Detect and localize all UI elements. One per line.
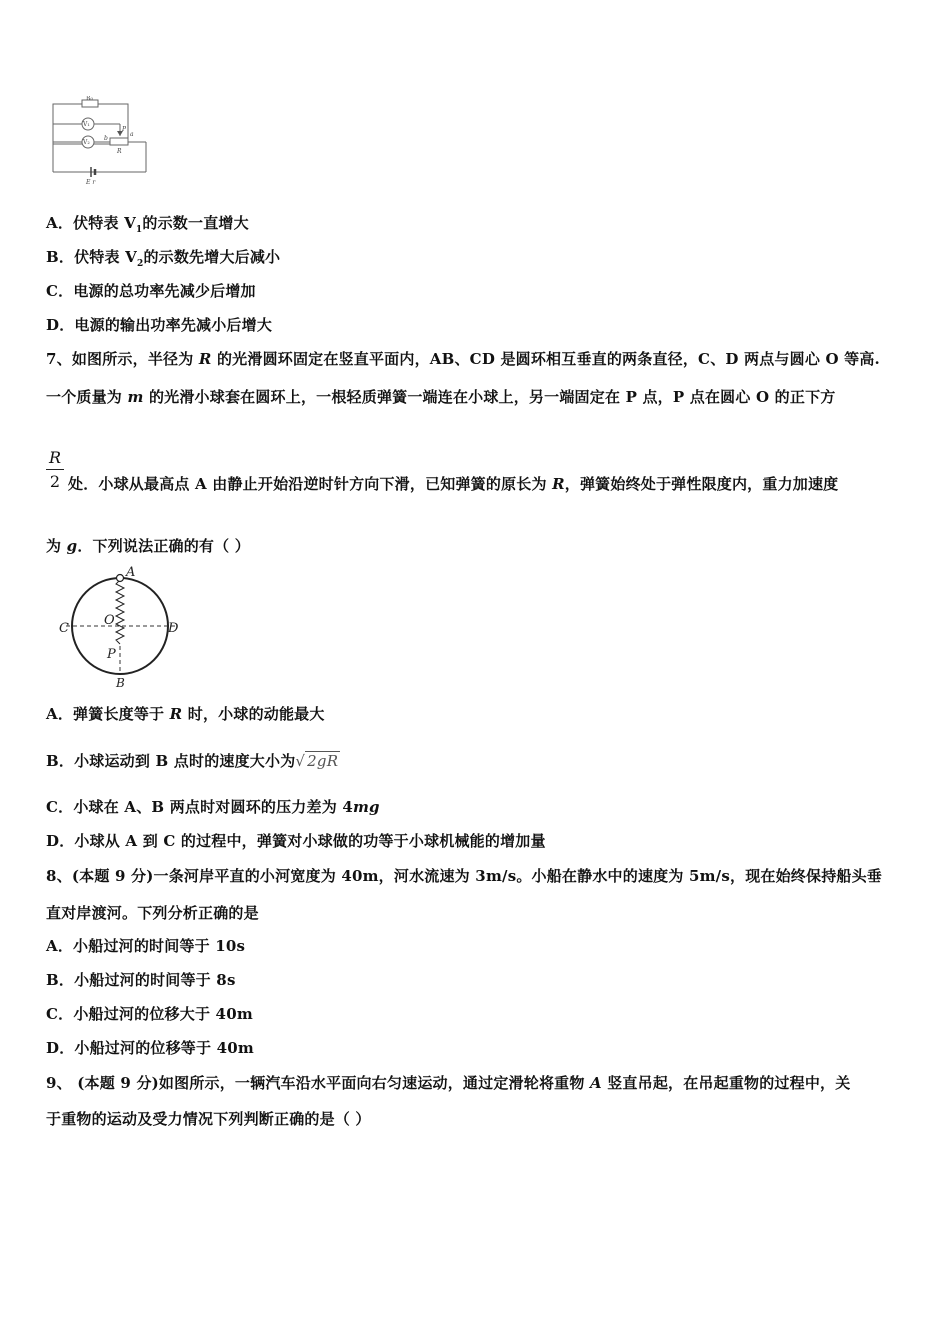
rheostat: [110, 138, 128, 145]
q8-option-b: B．小船过河的时间等于 8s: [46, 971, 236, 989]
r-over-2-fraction: $\frac{R}{2}$: [46, 448, 64, 491]
q6-option-b: B．伏特表 $V_2$的示数先增大后减小: [46, 248, 281, 269]
q8-option-c: C．小船过河的位移大于 40m: [46, 1005, 253, 1023]
svg-text:O: O: [104, 613, 115, 628]
svg-text:C: C: [59, 621, 69, 636]
svg-text:a: a: [130, 131, 134, 138]
svg-text:b: b: [104, 135, 108, 142]
svg-text:A: A: [126, 566, 136, 580]
q7-option-a: A．弹簧长度等于 R 时，小球的动能最大: [46, 705, 325, 723]
ring-spring-figure: [56, 566, 186, 688]
q7-stem-line2: 一个质量为 m 的光滑小球套在圆环上，一根轻质弹簧一端连在小球上，另一端固定在 P 点，P 点在圆心 O 的正下方: [46, 388, 836, 406]
q9-stem-line1: 9、 (本题 9 分)如图所示，一辆汽车沿水平面向右匀速运动，通过定滑轮将重物 A 竖直吊起，在吊起重物的过程中，关: [46, 1074, 851, 1092]
svg-text:P: P: [122, 126, 127, 133]
v2-label: V₂: [83, 139, 90, 146]
sqrt-2gr: √ 2gR: [295, 752, 339, 770]
q8-option-a: A．小船过河的时间等于 10s: [46, 937, 246, 955]
q7-stem-line4: 为 g．下列说法正确的有（ ）: [46, 537, 250, 555]
q9-stem-line2: 于重物的运动及受力情况下列判断正确的是（ ）: [46, 1110, 371, 1128]
q8-stem-line1: 8、(本题 9 分)一条河岸平直的小河宽度为 40m，河水流速为 3m/s。小船在静水中的速度为 5m/s，现在始终保持船头垂: [46, 867, 882, 885]
q7-stem-line1: 7、如图所示，半径为 R 的光滑圆环固定在竖直平面内，AB、CD 是圆环相互垂直的两条直径，C、D 两点与圆心 O 等高.: [46, 350, 880, 368]
svg-text:D: D: [168, 621, 179, 636]
r0-label: R₀: [86, 96, 93, 102]
ball: [117, 575, 124, 582]
spring: [116, 580, 124, 644]
q6-option-d: D．电源的输出功率先减小后增大: [46, 316, 273, 334]
svg-text:P: P: [107, 647, 116, 662]
svg-text:R: R: [117, 148, 122, 155]
q7-option-b: B．小球运动到 B 点时的速度大小为√ 2gR: [46, 752, 339, 770]
q6-option-a: A．伏特表 $V_1$的示数一直增大: [46, 214, 249, 235]
q7-option-c: C．小球在 A、B 两点时对圆环的压力差为 4mg: [46, 798, 380, 816]
q7-stem-line3: 处．小球从最高点 A 由静止开始沿逆时针方向下滑，已知弹簧的原长为 R，弹簧始终处于弹性限度内，重力加速度: [68, 475, 839, 493]
svg-text:B: B: [116, 676, 125, 688]
q8-option-d: D．小船过河的位移等于 40m: [46, 1039, 254, 1057]
battery-label: E r: [86, 179, 96, 186]
q7-option-d: D．小球从 A 到 C 的过程中，弹簧对小球做的功等于小球机械能的增加量: [46, 832, 546, 850]
q6-option-c: C．电源的总功率先减少后增加: [46, 282, 256, 300]
circuit-diagram: [48, 96, 152, 186]
q8-stem-line2: 直对岸渡河。下列分析正确的是: [46, 904, 259, 922]
v1-label: V₁: [83, 121, 90, 128]
